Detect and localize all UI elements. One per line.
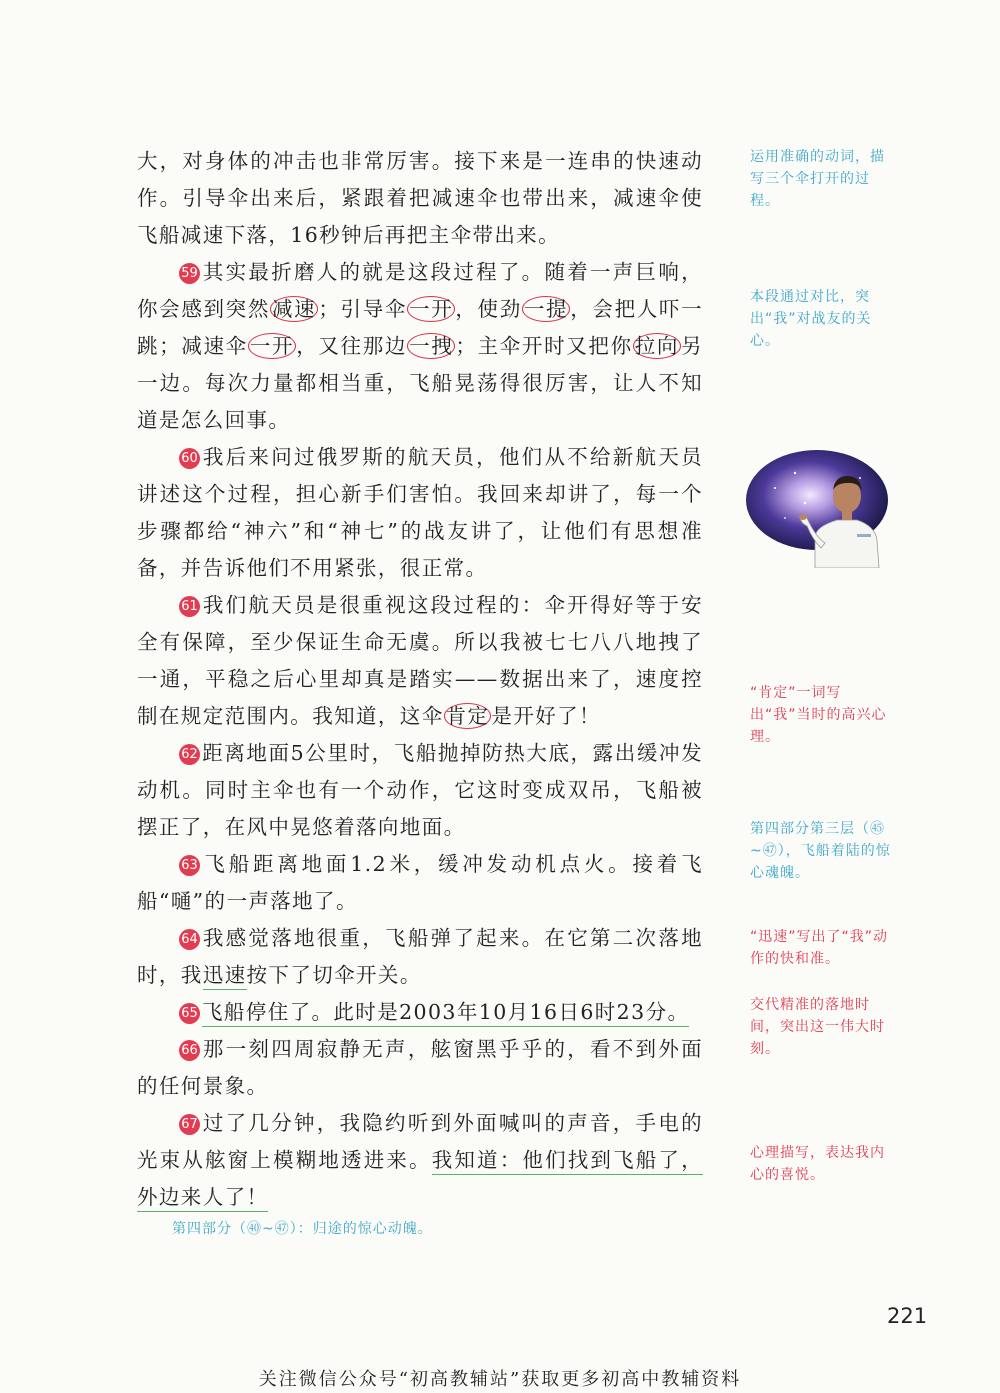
paragraph-66 (137, 1031, 703, 1105)
paragraph-text: ；主伞开时又把你 (455, 334, 633, 358)
paragraph-text: 另一边。每次力量都相当重，飞船晃荡得很厉害，让人不知道是怎么回事。 (137, 334, 704, 432)
paragraph-65 (137, 994, 703, 1031)
paragraph-text: 大，对身体的冲击也非常厉害。接下来是一连串的快速动作。引导伞出来后，紧跟着把减速伞也带出来，减速伞使飞船减速下落，16秒钟后再把主伞带出来。 (137, 149, 703, 247)
paragraph-text: 按下了切伞开关。 (246, 963, 422, 987)
underlined-word: 迅速 (203, 963, 247, 990)
circled-word: 一开 (249, 334, 295, 358)
paragraph-text: 是开好了！ (491, 704, 601, 728)
paragraph-62 (137, 735, 703, 846)
underlined-sentence: 飞船停住了。此时是2003年10月16日6时23分。 (202, 1000, 689, 1027)
paragraph-59 (137, 254, 703, 439)
margin-note: 交代精准的落地时间，突出这一伟大时刻。 (750, 997, 885, 1057)
paragraph-text: ，会把人吓一跳；减速伞 (137, 297, 703, 358)
paragraph-text: ，使劲 (455, 297, 522, 321)
paragraph-text: 过了几分钟，我隐约听到外面喊叫的声音，手电的光束从舷窗上模糊地透进来。 (137, 1111, 703, 1172)
paragraph-text: ，又往那边 (296, 334, 408, 358)
paragraph-number-badge: 63 (179, 855, 200, 876)
paragraph-67 (137, 1105, 703, 1216)
paragraph-text: 我后来问过俄罗斯的航天员，他们从不给新航天员讲述这个过程，担心新手们害怕。我回来却讲了，每一个步骤都给“神六”和“神七”的战友讲了，让他们有思想准备，并告诉他们不用紧张，很正常。 (137, 445, 703, 580)
astronaut-pointing-icon (745, 448, 890, 568)
paragraph-text: 我感觉落地很重，飞船弹了起来。在它第二次落地时，我 (137, 926, 703, 987)
circled-word: 一拽 (409, 334, 454, 358)
paragraph-number-badge: 62 (179, 744, 200, 765)
page-number: 221 (887, 1304, 928, 1328)
paragraph-60 (137, 439, 703, 587)
circled-word: 肯定 (445, 704, 490, 728)
paragraph-text: ；引导伞 (318, 297, 408, 321)
paragraph-text: 我们航天员是很重视这段过程的：伞开得好等于安全有保障，至少保证生命无虞。所以我被七七八八地拽了一通，平稳之后心里却真是踏实——数据出来了，速度控制在规定范围内。我知道，这伞 (137, 593, 703, 728)
circled-word: 一开 (409, 297, 454, 321)
margin-note: “肯定”一词写出“我”当时的高兴心理。 (750, 685, 887, 745)
margin-note: 心理描写，表达我内心的喜悦。 (750, 1145, 885, 1183)
paragraph-number-badge: 60 (179, 448, 200, 469)
paragraph-number-badge: 67 (179, 1114, 200, 1135)
paragraph-64 (137, 920, 703, 994)
paragraph-number-badge: 66 (179, 1040, 200, 1061)
margin-note: “迅速”写出了“我”动作的快和准。 (750, 929, 889, 967)
paragraph-number-badge: 64 (179, 929, 200, 950)
paragraph-61 (137, 587, 703, 735)
paragraph-continuation (137, 143, 703, 254)
paragraph-63 (137, 846, 703, 920)
circled-word: 拉向 (634, 334, 680, 358)
paragraph-number-badge: 59 (179, 263, 200, 284)
paragraph-number-badge: 61 (179, 596, 200, 617)
underlined-sentence: 我知道：他们找到飞船了，外边来人了！ (137, 1148, 703, 1212)
main-text (137, 143, 703, 1216)
margin-note: 第四部分第三层（㊺~㊼），飞船着陆的惊心魂魄。 (750, 821, 891, 881)
paragraph-text: 其实最折磨人的就是这段过程了。随着一声巨响，你会感到突然 (137, 260, 703, 321)
margin-note: 本段通过对比，突出“我”对战友的关心。 (750, 289, 872, 349)
margin-note: 运用准确的动词，描写三个伞打开的过程。 (750, 149, 885, 209)
section-summary: 第四部分（㊵~㊼）：归途的惊心动魄。 (172, 1221, 433, 1237)
circled-word: 一提 (523, 297, 569, 321)
paragraph-text: 距离地面5公里时，飞船抛掉防热大底，露出缓冲发动机。同时主伞也有一个动作，它这时变成双吊，飞船被摆正了，在风中晃悠着落向地面。 (137, 741, 703, 839)
footer-promo-text: 关注微信公众号“初高教辅站”获取更多初高中教辅资料 (258, 1369, 742, 1390)
paragraph-text: 那一刻四周寂静无声，舷窗黑乎乎的，看不到外面的任何景象。 (137, 1037, 703, 1098)
circled-word: 减速 (272, 297, 317, 321)
astronaut-illustration (745, 448, 890, 568)
paragraph-text: 飞船距离地面1.2米，缓冲发动机点火。接着飞船“嗵”的一声落地了。 (137, 852, 703, 913)
paragraph-number-badge: 65 (179, 1003, 200, 1024)
